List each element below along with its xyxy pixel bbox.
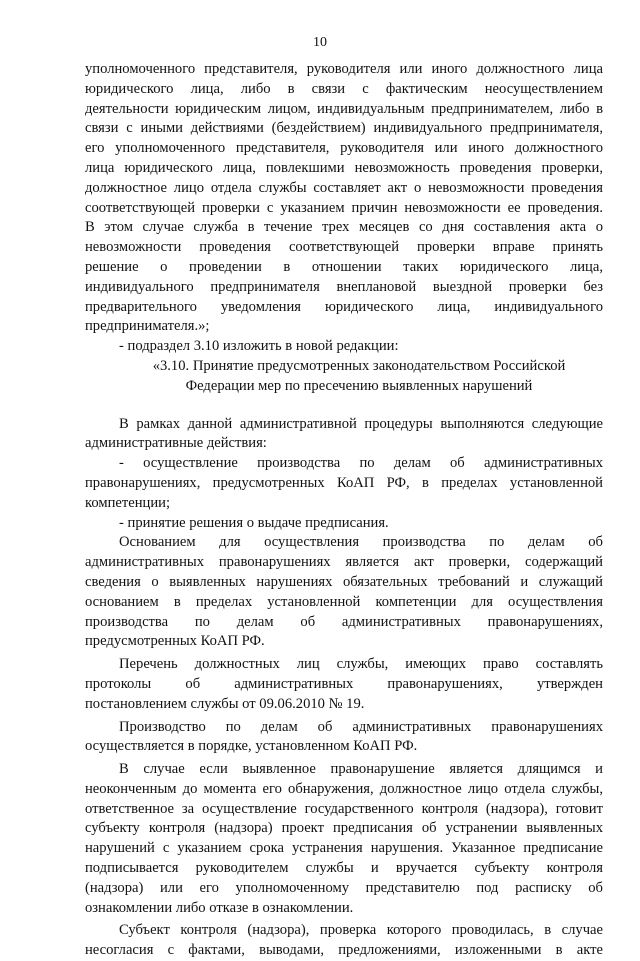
text-line: уполномоченного представителя, руководителя или иного должностного лица [85,61,603,77]
text-line: юридического лица, либо в связи с фактическим неосуществлением [85,80,603,97]
paragraph-grounds [85,533,603,652]
text-line: ознакомлении либо отказе в ознакомлении. [85,899,354,916]
text-line: сведения о выявленных нарушениях обязательных требований и служащий [85,573,603,590]
text-line: должностное лицо отдела службы составляет акт о невозможности проведения [85,179,603,196]
text-line: правонарушениях, предусмотренных КоАП РФ, в пределах установленной [85,474,603,491]
text-line: подписывается руководителем службы и вручается субъекту контроля [85,860,603,877]
text-line: невозможности проведения соответствующей проверки вправе принять [85,239,603,256]
text-line: В рамках данной административной процедуры выполняются следующие [119,415,603,432]
text-line: деятельности юридическим лицом, индивидуальным предпринимателем, либо в [85,100,603,117]
text-line: нарушений с указанием срока устранения нарушения. Указанное предписание [85,840,603,857]
text-line: протоколы об административных правонарушениях, утвержден [85,675,603,692]
text-line: (надзора) или его уполномоченному представителю под расписку об [85,879,603,896]
text-line: предусмотренных КоАП РФ. [85,633,265,650]
paragraph-continuing-violation [85,760,603,918]
text-line: административные действия: [85,435,267,452]
text-line: решение о проведении в отношении таких юридического лица, [85,258,603,275]
text-line: индивидуального предпринимателя внеплановой выездной проверки без [85,278,603,295]
paragraph-officials-list [85,655,603,714]
text-line: Основанием для осуществления производства по делам об [119,534,603,551]
text-line: ответственное за осуществление государственного контроля (надзора), готовит [85,800,603,817]
text-line: основанием в пределах установленной компетенции для осуществления [85,593,603,610]
text-line: осуществляется в порядке, установленном КоАП РФ. [85,738,418,755]
list-item-proceedings [85,454,603,513]
document-body [85,60,603,961]
text-line: производства по делам об административных правонарушениях, [85,613,603,630]
text-line: В этом случае служба в течение трех месяцев со дня составления акта о [85,219,603,236]
text-line: соответствующей проверки с указанием причин невозможности ее проведения. [85,199,603,216]
heading-line: Федерации мер по пресечению выявленных нарушений [185,377,533,394]
text-line: субъекту контроля (надзора) проект предписания об устранении выявленных [85,820,603,837]
text-line: его уполномоченного представителя, руководителя или иного должностного [85,140,603,157]
text-line: Субъект контроля (надзора), проверка которого проводилась, в случае [119,922,603,939]
subsection-note: - подраздел 3.10 изложить в новой редакции: [119,338,399,355]
list-item-order-decision: - принятие решения о выдаче предписания. [119,514,389,531]
text-line: компетенции; [85,494,171,511]
text-line: Производство по делам об административных правонарушениях [119,718,603,735]
text-line: неоконченным до момента его обнаружения, должностное лицо отдела службы, [85,780,603,797]
text-line: - осуществление производства по делам об административных [119,455,603,472]
page-number: 10 [313,35,327,50]
text-line: предварительного уведомления юридического лица, индивидуального [85,298,603,315]
text-line: несогласия с фактами, выводами, предложениями, изложенными в акте [85,942,603,959]
text-line: лица юридического лица, повлекшими невозможность проведения проверки, [85,159,603,176]
paragraph-inspection-impossibility [85,60,603,337]
paragraph-proceedings-order [85,718,603,758]
text-line: Перечень должностных лиц службы, имеющих право составлять [119,656,603,673]
paragraph-procedure-actions [85,415,603,455]
text-line: административных правонарушениях является акт проверки, содержащий [85,554,603,571]
heading-line: «3.10. Принятие предусмотренных законодательством Российской [152,357,566,374]
text-line: В случае если выявленное правонарушение является длящимся и [119,761,603,778]
paragraph-disagreement [85,921,603,961]
text-line: предпринимателя.»; [85,318,210,335]
text-line: связи с иными действиями (бездействием) индивидуального предпринимателя, [85,120,603,137]
section-heading [85,357,603,397]
text-line: постановлением службы от 09.06.2010 № 19. [85,695,365,712]
